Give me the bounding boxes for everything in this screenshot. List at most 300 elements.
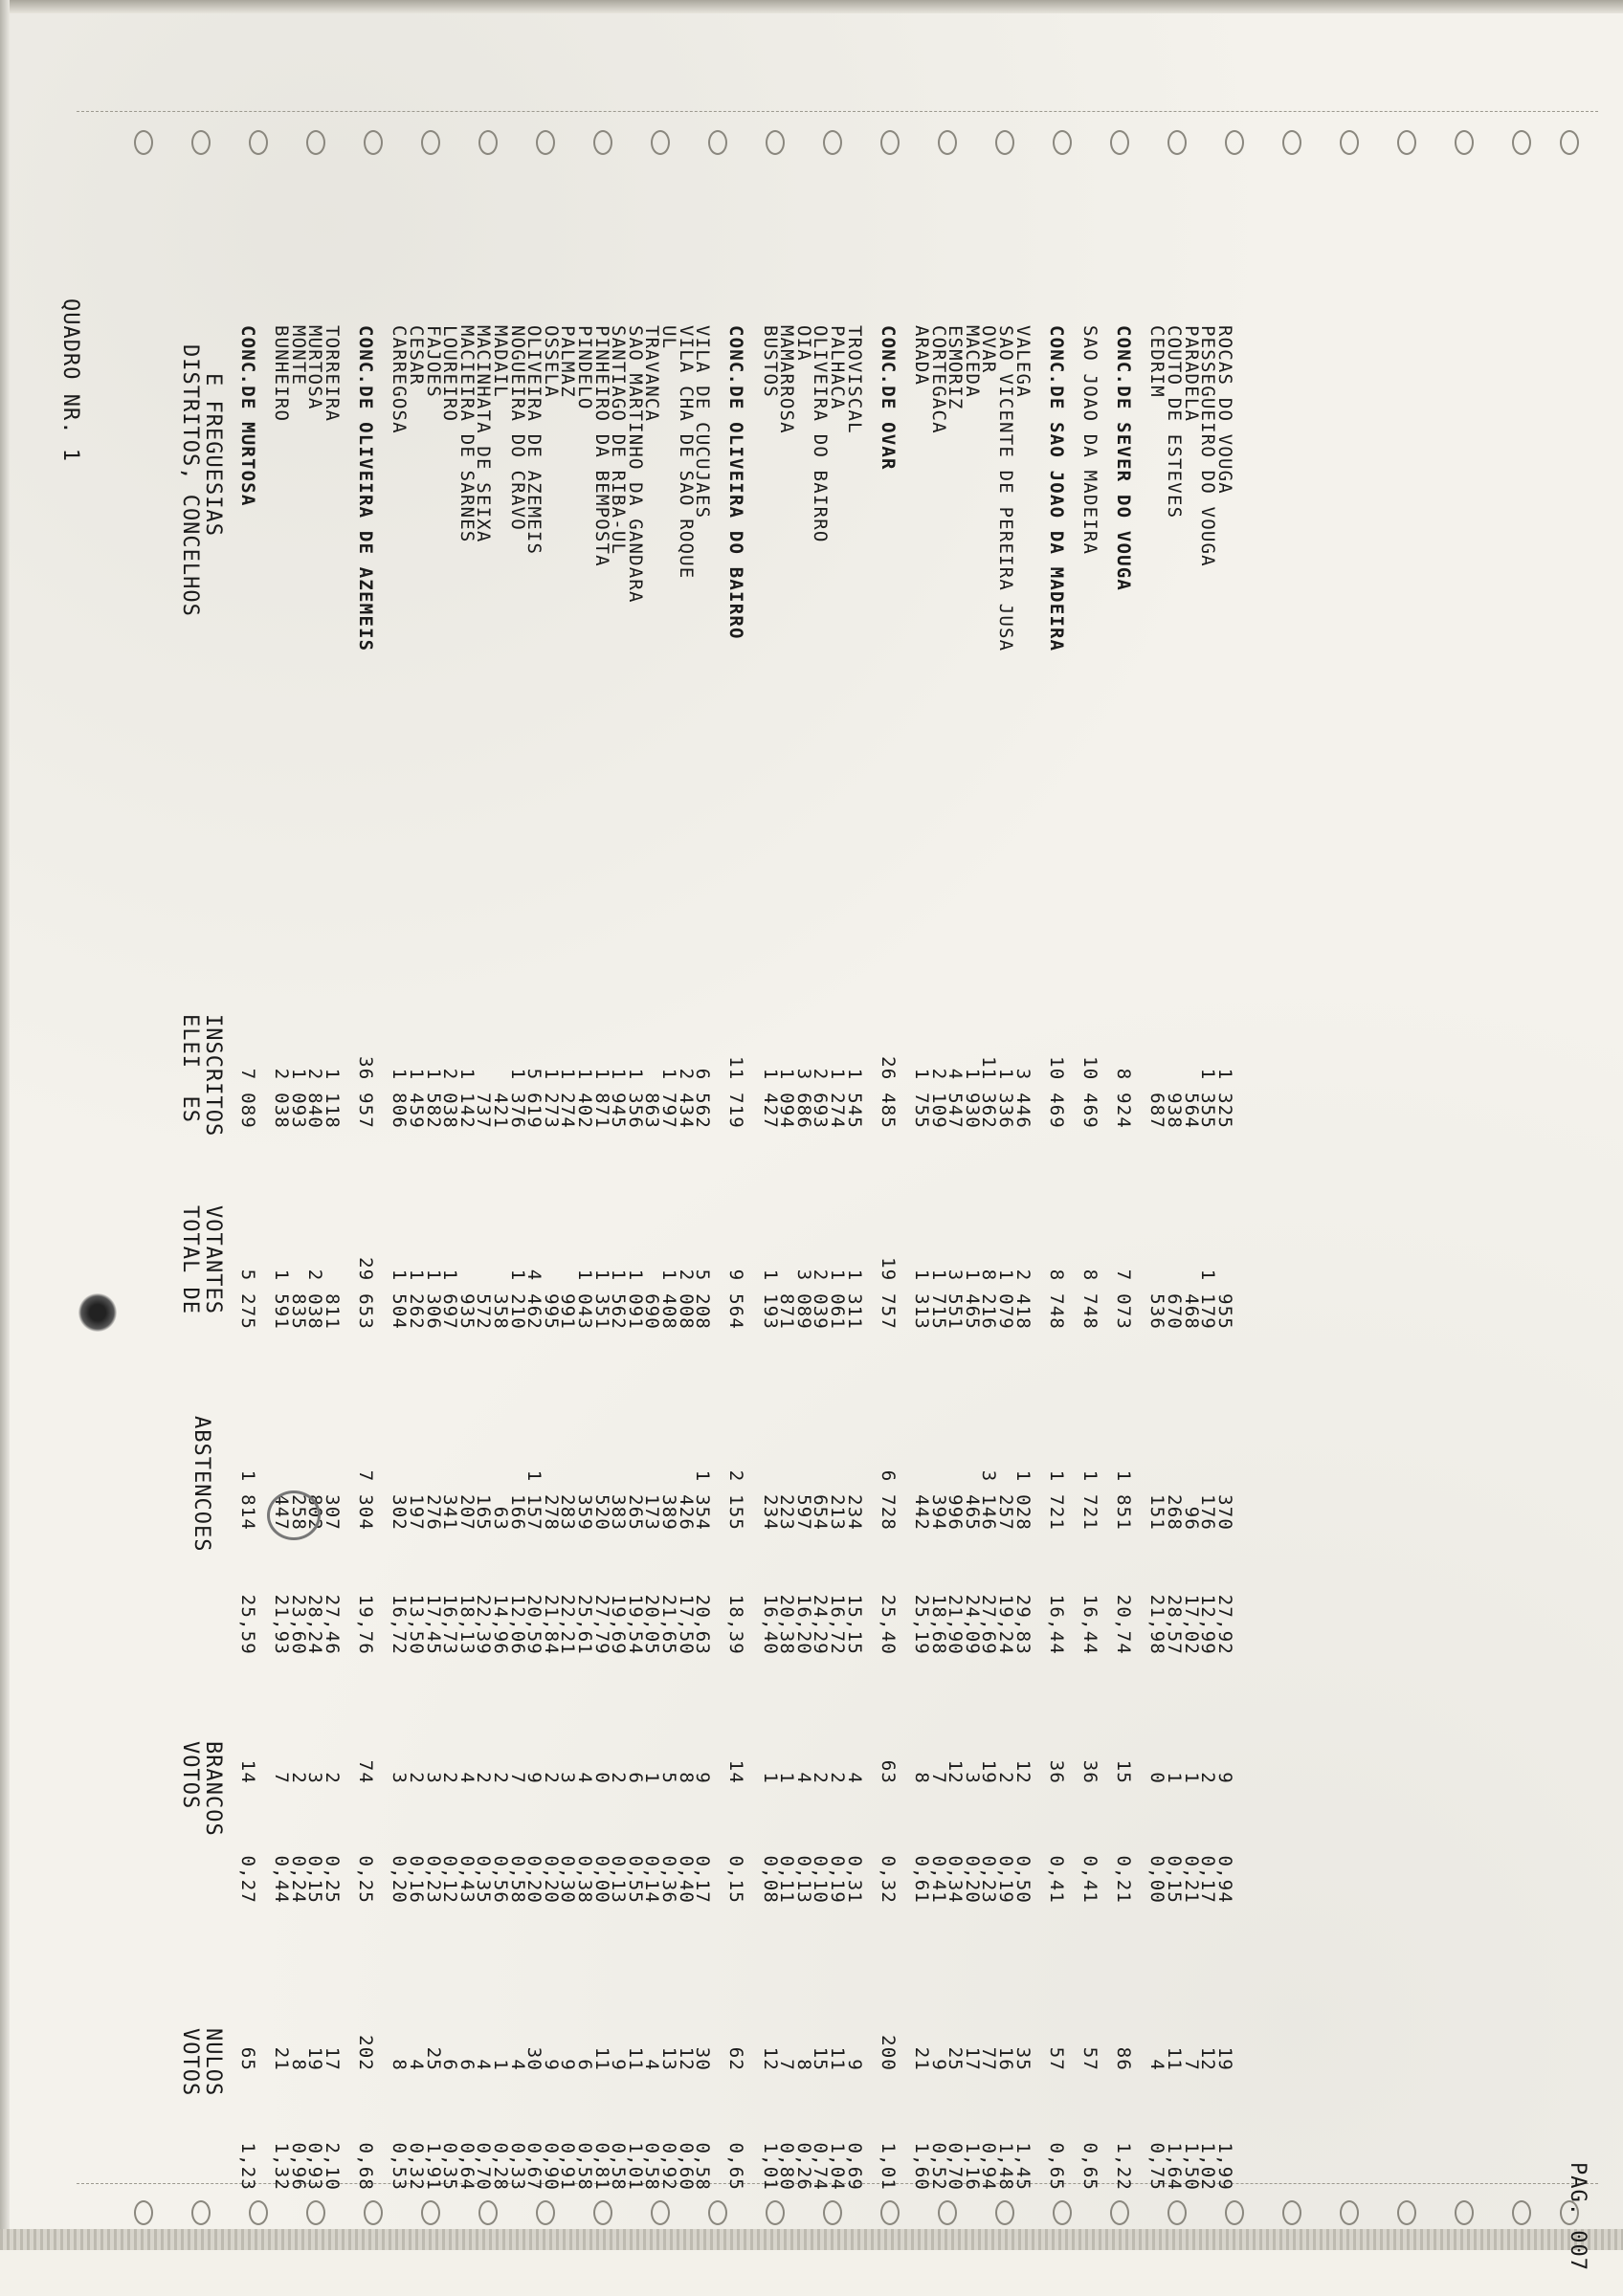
cell-name: NOGUEIRA DO CRAVO: [506, 325, 528, 531]
cell-null: 16: [995, 2046, 1016, 2071]
cell-null-pct: 1,23: [237, 2142, 258, 2191]
cell-abstention: 265: [624, 1494, 646, 1531]
cell-registered: 1 930: [961, 1068, 983, 1129]
cell-abstention-pct: 19,24: [995, 1594, 1016, 1655]
cell-registered: 938: [1164, 1093, 1185, 1129]
cell-abstention-pct: 25,61: [574, 1594, 595, 1655]
cell-blank-pct: 0,10: [810, 1855, 832, 1904]
cell-abstention-pct: 16,44: [1079, 1594, 1101, 1655]
cell-blank-pct: 0,21: [1113, 1855, 1135, 1904]
cell-blank: 63: [877, 1759, 899, 1784]
cell-null: 62: [725, 2046, 747, 2071]
cell-null: 202: [355, 2035, 377, 2071]
cell-blank-pct: 0,20: [540, 1855, 562, 1904]
cell-null-pct: 0,94: [978, 2142, 1000, 2191]
cell-abstention-pct: 27,79: [590, 1594, 612, 1655]
cell-abstention: 1 721: [1079, 1469, 1101, 1531]
cell-registered: 1 806: [389, 1068, 411, 1129]
cell-blank-pct: 0,24: [287, 1855, 309, 1904]
cell-blank: 4: [792, 1772, 814, 1784]
perforation-hole: [134, 130, 153, 155]
cell-registered: 1 402: [574, 1068, 595, 1129]
cell-abstention: 370: [1213, 1494, 1235, 1531]
cell-registered: 1 094: [776, 1068, 798, 1129]
cell-null: 4: [473, 2059, 495, 2071]
cell-name: SAO MARTINHO DA GANDARA: [624, 325, 646, 604]
cell-blank-pct: 0,08: [759, 1855, 781, 1904]
cell-null: 1: [490, 2059, 511, 2071]
cell-null: 8: [389, 2059, 411, 2071]
cell-abstention-pct: 15,15: [843, 1594, 865, 1655]
cell-abstention-pct: 17,45: [422, 1594, 444, 1655]
cell-registered: 2 693: [810, 1068, 832, 1129]
cell-voters: 4 462: [523, 1269, 545, 1330]
cell-null-pct: 1,01: [877, 2142, 899, 2191]
cell-abstention-pct: 27,92: [1213, 1594, 1235, 1655]
cell-blank: 2: [540, 1772, 562, 1784]
cell-blank-pct: 0,00: [1146, 1855, 1168, 1904]
cell-voters: 1 079: [995, 1269, 1016, 1330]
cell-blank-pct: 0,12: [439, 1855, 461, 1904]
cell-blank: 7: [927, 1772, 949, 1784]
cell-null: 65: [237, 2046, 258, 2071]
perforation-hole: [421, 130, 440, 155]
cell-null-pct: 0,75: [1146, 2142, 1168, 2191]
cell-voters: 1 408: [658, 1269, 679, 1330]
cell-abstention: 654: [810, 1494, 832, 1531]
cell-voters: 1 210: [506, 1269, 528, 1330]
perforation-hole: [1225, 130, 1244, 155]
cell-abstention: 597: [792, 1494, 814, 1531]
cell-blank-pct: 0,35: [473, 1855, 495, 1904]
cell-null: 57: [1045, 2046, 1067, 2071]
cell-null-pct: 0,58: [692, 2142, 714, 2191]
cell-blank-pct: 0,23: [422, 1855, 444, 1904]
cell-blank: 12: [945, 1759, 967, 1784]
cell-registered: 1 273: [540, 1068, 562, 1129]
cell-name: CONC.DE SEVER DO VOUGA: [1113, 325, 1135, 592]
cell-registered: 564: [1180, 1093, 1202, 1129]
cell-blank: 8: [675, 1772, 697, 1784]
cell-blank: 4: [456, 1772, 478, 1784]
perforation-hole: [1282, 130, 1301, 155]
cell-voters: 2 418: [1012, 1269, 1034, 1330]
perforation-hole: [191, 130, 211, 155]
cell-name: OVAR: [978, 325, 1000, 374]
cell-blank: 9: [523, 1772, 545, 1784]
cell-blank: 2: [995, 1772, 1016, 1784]
cell-abstention: 1 851: [1113, 1469, 1135, 1531]
cell-abstention: 213: [827, 1494, 848, 1531]
cell-null: 4: [641, 2059, 663, 2071]
cell-blank: 14: [237, 1759, 258, 1784]
cell-blank: 3: [389, 1772, 411, 1784]
cell-blank: 19: [978, 1759, 1000, 1784]
cell-blank-pct: 0,00: [590, 1855, 612, 1904]
cell-blank-pct: 0,36: [658, 1855, 679, 1904]
cell-voters: 5 208: [692, 1269, 714, 1330]
cell-abstention: 359: [574, 1494, 595, 1531]
cell-blank-pct: 0,34: [945, 1855, 967, 1904]
cell-null: 6: [574, 2059, 595, 2071]
cell-null-pct: 0,65: [1079, 2142, 1101, 2191]
cell-registered: 1 274: [557, 1068, 579, 1129]
cell-null-pct: 1,50: [1180, 2142, 1202, 2191]
cell-blank: 3: [961, 1772, 983, 1784]
cell-name: CORTEGACA: [927, 325, 949, 434]
cell-name: VILA CHA DE SAO ROQUE: [675, 325, 697, 580]
cell-null: 4: [1146, 2059, 1168, 2071]
form-id: QUADRO NR. 1: [58, 298, 82, 462]
cell-name: SANTIAGO DE RIBA-UL: [608, 325, 630, 556]
cell-null: 25: [422, 2046, 444, 2071]
perforation-hole: [823, 130, 842, 155]
cell-null-pct: 1,32: [271, 2142, 293, 2191]
cell-blank-pct: 0,94: [1213, 1855, 1235, 1904]
cell-abstention: 2 155: [725, 1469, 747, 1531]
cell-blank-pct: 0,41: [1045, 1855, 1067, 1904]
cell-abstention-pct: 24,09: [961, 1594, 983, 1655]
cell-name: UL: [658, 325, 679, 350]
cell-abstention: 234: [759, 1494, 781, 1531]
cell-name: SAO VICENTE DE PEREIRA JUSA: [995, 325, 1016, 652]
cell-blank-pct: 0,58: [506, 1855, 528, 1904]
cell-abstention: 394: [927, 1494, 949, 1531]
cell-voters: 835: [287, 1293, 309, 1330]
cell-name: OSSELA: [540, 325, 562, 398]
cell-abstention: 7 304: [355, 1469, 377, 1531]
cell-null-pct: 1,45: [1012, 2142, 1034, 2191]
cell-blank-pct: 0,40: [675, 1855, 697, 1904]
cell-null-pct: 1,04: [827, 2142, 848, 2191]
cell-null: 4: [406, 2059, 427, 2071]
header-registered: ELEI ES: [178, 1014, 202, 1123]
cell-voters: 1 091: [624, 1269, 646, 1330]
cell-abstention-pct: 25,40: [877, 1594, 899, 1655]
cell-blank-pct: 0,15: [1164, 1855, 1185, 1904]
cell-voters: 1 504: [389, 1269, 411, 1330]
perforation-hole: [938, 130, 957, 155]
cell-abstention: 1 354: [692, 1469, 714, 1531]
cell-name: CESAR: [406, 325, 427, 386]
cell-voters: 871: [776, 1293, 798, 1330]
cell-null-pct: 0,65: [1045, 2142, 1067, 2191]
cell-null: 57: [1079, 2046, 1101, 2071]
cell-blank-pct: 0,13: [792, 1855, 814, 1904]
cell-blank: 15: [1113, 1759, 1135, 1784]
cell-registered: 421: [490, 1093, 511, 1129]
punch-ring: [267, 1490, 321, 1540]
cell-null: 25: [945, 2046, 967, 2071]
cell-voters: 2 038: [304, 1269, 326, 1330]
cell-abstention-pct: 17,02: [1180, 1594, 1202, 1655]
cell-blank-pct: 0,17: [1197, 1855, 1219, 1904]
cell-abstention: 1 028: [1012, 1469, 1034, 1531]
cell-blank-pct: 0,19: [995, 1855, 1016, 1904]
cell-name: MONTE: [287, 325, 309, 386]
cell-name: OIA: [792, 325, 814, 362]
cell-null: 15: [810, 2046, 832, 2071]
cell-voters: 2 039: [810, 1269, 832, 1330]
cell-voters: 1 043: [574, 1269, 595, 1330]
cell-abstention-pct: 19,69: [608, 1594, 630, 1655]
cell-blank: 2: [322, 1772, 343, 1784]
cell-name: TRAVANCA: [641, 325, 663, 423]
cell-registered: 1 459: [406, 1068, 427, 1129]
page-number: PAG. 007: [1566, 2162, 1590, 2271]
cell-abstention-pct: 20,38: [776, 1594, 798, 1655]
cell-null-pct: 0,81: [590, 2142, 612, 2191]
cell-blank: 4: [574, 1772, 595, 1784]
top-edge: [0, 0, 1623, 13]
cell-blank-pct: 0,11: [776, 1855, 798, 1904]
cell-blank-pct: 0,20: [961, 1855, 983, 1904]
perforation-hole: [478, 130, 498, 155]
cell-registered: 1 582: [422, 1068, 444, 1129]
cell-registered: 1 336: [995, 1068, 1016, 1129]
cell-abstention-pct: 17,50: [675, 1594, 697, 1655]
cell-abstention: 996: [945, 1494, 967, 1531]
perforation-hole: [651, 130, 670, 155]
cell-blank-pct: 0,17: [692, 1855, 714, 1904]
printout-rotated: [58, 287, 1598, 2296]
cell-abstention-pct: 16,72: [389, 1594, 411, 1655]
cell-registered: 1 355: [1197, 1068, 1219, 1129]
cell-abstention: 96: [1180, 1506, 1202, 1531]
cell-null: 8: [287, 2059, 309, 2071]
cell-registered: 1 545: [843, 1068, 865, 1129]
cell-blank-pct: 0,25: [355, 1855, 377, 1904]
cell-blank-pct: 0,43: [456, 1855, 478, 1904]
cell-null-pct: 0,58: [608, 2142, 630, 2191]
cell-registered: 10 469: [1045, 1056, 1067, 1129]
cell-registered: 8 924: [1113, 1068, 1135, 1129]
perforation-hole: [995, 130, 1014, 155]
header-blank-2: BRANCOS: [201, 1741, 225, 1837]
cell-null-pct: 1,99: [1213, 2142, 1235, 2191]
header-districts: DISTRITOS, CONCELHOS: [178, 344, 202, 617]
cell-null: 11: [1164, 2046, 1185, 2071]
perforation-hole: [1512, 130, 1531, 155]
cell-abstention: 520: [590, 1494, 612, 1531]
cell-voters: 468: [1180, 1293, 1202, 1330]
cell-abstention: 276: [422, 1494, 444, 1531]
cell-null: 35: [1012, 2046, 1034, 2071]
cell-null-pct: 0,53: [389, 2142, 411, 2191]
cell-name: OLIVEIRA DE AZEMEIS: [523, 325, 545, 556]
cell-abstention-pct: 21,90: [945, 1594, 967, 1655]
cell-abstention-pct: 16,40: [759, 1594, 781, 1655]
cell-abstention: 1 157: [523, 1469, 545, 1531]
cell-abstention-pct: 14,96: [490, 1594, 511, 1655]
cell-abstention-pct: 22,21: [557, 1594, 579, 1655]
cell-abstention-pct: 23,60: [287, 1594, 309, 1655]
cell-abstention: 302: [389, 1494, 411, 1531]
cell-blank-pct: 0,41: [1079, 1855, 1101, 1904]
cell-null-pct: 0,70: [473, 2142, 495, 2191]
perforation-hole: [1110, 130, 1129, 155]
cell-abstention: 802: [304, 1494, 326, 1531]
cell-null: 8: [792, 2059, 814, 2071]
header-null-2: NULOS: [201, 2028, 225, 2097]
cell-null-pct: 0,93: [304, 2142, 326, 2191]
cell-null: 17: [961, 2046, 983, 2071]
cell-blank-pct: 0,32: [877, 1855, 899, 1904]
cell-blank: 74: [355, 1759, 377, 1784]
cell-voters: 7 073: [1113, 1269, 1135, 1330]
cell-registered: 7 089: [237, 1068, 258, 1129]
perforation-hole: [880, 130, 900, 155]
perforation-hole: [1167, 130, 1187, 155]
cell-voters: 1 465: [961, 1269, 983, 1330]
cell-name: MACEDA: [961, 325, 983, 398]
cell-registered: 1 142: [456, 1068, 478, 1129]
cell-blank: 0: [1146, 1772, 1168, 1784]
cell-name: BUNHEIRO: [271, 325, 293, 423]
cell-blank-pct: 0,15: [725, 1855, 747, 1904]
cell-abstention-pct: 20,74: [1113, 1594, 1135, 1655]
cell-name: CONC.DE SAO JOAO DA MADEIRA: [1045, 325, 1067, 652]
cell-null: 6: [439, 2059, 461, 2071]
cell-voters: 8 748: [1079, 1269, 1101, 1330]
cell-null: 9: [927, 2059, 949, 2071]
cell-abstention-pct: 29,83: [1012, 1594, 1034, 1655]
cell-blank-pct: 0,23: [978, 1855, 1000, 1904]
cell-abstention-pct: 28,57: [1164, 1594, 1185, 1655]
cell-name: ARADA: [911, 325, 932, 386]
cell-voters: 995: [540, 1293, 562, 1330]
cell-abstention-pct: 20,63: [692, 1594, 714, 1655]
cell-registered: 2 109: [927, 1068, 949, 1129]
cell-null: 19: [1213, 2046, 1235, 2071]
cell-abstention: 258: [287, 1494, 309, 1531]
cell-abstention-pct: 16,73: [439, 1594, 461, 1655]
cell-null-pct: 1,01: [624, 2142, 646, 2191]
cell-abstention: 207: [456, 1494, 478, 1531]
cell-blank: 14: [725, 1759, 747, 1784]
cell-abstention-pct: 16,20: [792, 1594, 814, 1655]
cell-voters: 358: [490, 1293, 511, 1330]
cell-abstention-pct: 25,59: [237, 1594, 258, 1655]
cell-blank: 7: [271, 1772, 293, 1784]
cell-null-pct: 1,16: [961, 2142, 983, 2191]
cell-null-pct: 0,58: [641, 2142, 663, 2191]
cell-voters: 1 179: [1197, 1269, 1219, 1330]
cell-abstention-pct: 21,84: [540, 1594, 562, 1655]
cell-null: 200: [877, 2035, 899, 2071]
cell-voters: 1 061: [827, 1269, 848, 1330]
cell-blank-pct: 0,20: [389, 1855, 411, 1904]
cell-blank: 3: [304, 1772, 326, 1784]
cell-blank: 1: [776, 1772, 798, 1784]
cell-name: CONC.DE MURTOSA: [237, 325, 258, 507]
cell-name: VILA DE CUCUJAES: [692, 325, 714, 519]
cell-registered: 1 871: [590, 1068, 612, 1129]
cell-abstention: 426: [675, 1494, 697, 1531]
cell-null-pct: 1,60: [911, 2142, 932, 2191]
cell-abstention: 151: [1146, 1494, 1168, 1531]
cell-blank-pct: 0,25: [322, 1855, 343, 1904]
cell-abstention: 447: [271, 1494, 293, 1531]
cell-voters: 1 306: [422, 1269, 444, 1330]
cell-null-pct: 0,35: [439, 2142, 461, 2191]
cell-blank: 2: [473, 1772, 495, 1784]
cell-name: CONC.DE OLIVEIRA DO BAIRRO: [725, 325, 747, 640]
cell-registered: 36 957: [355, 1056, 377, 1129]
cell-abstention: 165: [473, 1494, 495, 1531]
cell-name: OLIVEIRA DO BAIRRO: [810, 325, 832, 543]
cell-voters: 5 275: [237, 1269, 258, 1330]
cell-abstention: 465: [961, 1494, 983, 1531]
perforation-line-top: [77, 111, 1598, 112]
cell-null: 9: [608, 2059, 630, 2071]
cell-abstention: 307: [322, 1494, 343, 1531]
cell-abstention: 389: [658, 1494, 679, 1531]
cell-blank: 2: [406, 1772, 427, 1784]
perforation-hole: [306, 130, 325, 155]
perforation-hole: [766, 130, 785, 155]
cell-registered: 2 038: [439, 1068, 461, 1129]
cell-null-pct: 1,64: [1164, 2142, 1185, 2191]
cell-voters: 935: [456, 1293, 478, 1330]
cell-abstention: 234: [843, 1494, 865, 1531]
cell-voters: 1 262: [406, 1269, 427, 1330]
cell-blank-pct: 0,50: [1012, 1855, 1034, 1904]
cell-abstention-pct: 27,46: [322, 1594, 343, 1655]
cell-null-pct: 0,80: [776, 2142, 798, 2191]
cell-null: 19: [304, 2046, 326, 2071]
cell-blank-pct: 0,19: [827, 1855, 848, 1904]
cell-blank: 2: [287, 1772, 309, 1784]
cell-blank: 3: [557, 1772, 579, 1784]
cell-name: LOUREIRO: [439, 325, 461, 423]
cell-blank: 2: [827, 1772, 848, 1784]
cell-blank: 2: [490, 1772, 511, 1784]
cell-null: 7: [776, 2059, 798, 2071]
cell-null: 9: [843, 2059, 865, 2071]
cell-registered: 3 446: [1012, 1068, 1034, 1129]
cell-null: 12: [675, 2046, 697, 2071]
cell-blank-pct: 0,15: [304, 1855, 326, 1904]
cell-abstention-pct: 27,69: [978, 1594, 1000, 1655]
cell-null: 9: [540, 2059, 562, 2071]
cell-null: 77: [978, 2046, 1000, 2071]
cell-blank-pct: 0,14: [641, 1855, 663, 1904]
cell-name: CONC.DE OVAR: [877, 325, 899, 471]
cell-abstention: 268: [1164, 1494, 1185, 1531]
cell-voters: 1 697: [439, 1269, 461, 1330]
cell-voters: 29 653: [355, 1257, 377, 1330]
cell-voters: 1 351: [590, 1269, 612, 1330]
header-voters-2: VOTANTES: [201, 1205, 225, 1314]
cell-null: 11: [827, 2046, 848, 2071]
cell-registered: 6 562: [692, 1068, 714, 1129]
cell-abstention-pct: 21,93: [271, 1594, 293, 1655]
cell-abstention-pct: 13,50: [406, 1594, 427, 1655]
cell-null-pct: 0,92: [658, 2142, 679, 2191]
perforation-hole: [593, 130, 612, 155]
cell-null-pct: 0,64: [456, 2142, 478, 2191]
cell-abstention-pct: 25,19: [911, 1594, 932, 1655]
cell-name: PINHEIRO DA BEMPOSTA: [590, 325, 612, 567]
cell-registered: 863: [641, 1093, 663, 1129]
perforation-hole: [708, 130, 727, 155]
cell-registered: 26 485: [877, 1056, 899, 1129]
cell-registered: 1 945: [608, 1068, 630, 1129]
cell-voters: 8 748: [1045, 1269, 1067, 1330]
cell-abstention: 257: [995, 1494, 1016, 1531]
cell-name: SAO JOAO DA MADEIRA: [1079, 325, 1101, 556]
